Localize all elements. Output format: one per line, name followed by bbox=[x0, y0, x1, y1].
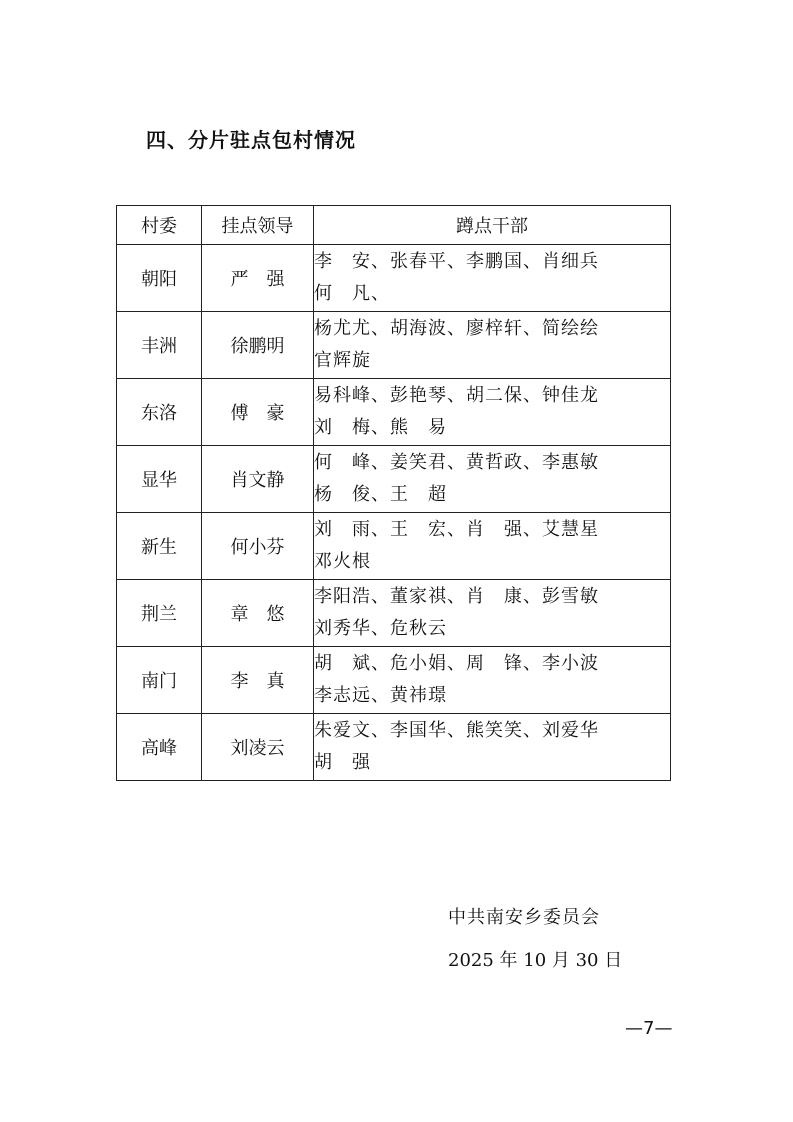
table-row bbox=[117, 379, 671, 446]
staff-line: 李志远、黄祎璟 bbox=[314, 685, 447, 706]
leader-cell: 傅 豪 bbox=[202, 379, 314, 446]
village-cell: 荆兰 bbox=[117, 580, 202, 647]
table-row bbox=[117, 312, 671, 379]
leader-cell: 徐鹏明 bbox=[202, 312, 314, 379]
staff-line: 何 峰、姜笑君、黄哲政、李惠敏 bbox=[314, 452, 599, 473]
staff-line: 刘秀华、危秋云 bbox=[314, 618, 447, 639]
table-row bbox=[117, 580, 671, 647]
staff-cell bbox=[314, 647, 671, 714]
village-cell: 南门 bbox=[117, 647, 202, 714]
leader-cell: 严 强 bbox=[202, 245, 314, 312]
staff-line: 刘 雨、王 宏、肖 强、艾慧星 bbox=[314, 519, 599, 540]
staff-cell bbox=[314, 312, 671, 379]
staff-line: 李 安、张春平、李鹏国、肖细兵 bbox=[314, 251, 599, 272]
leader-cell: 何小芬 bbox=[202, 513, 314, 580]
page-number: —7— bbox=[625, 1018, 673, 1039]
issue-date: 2025 年 10 月 30 日 bbox=[448, 950, 623, 971]
village-cell: 丰洲 bbox=[117, 312, 202, 379]
staff-cell bbox=[314, 513, 671, 580]
village-cell: 新生 bbox=[117, 513, 202, 580]
staff-cell bbox=[314, 714, 671, 781]
staff-cell bbox=[314, 580, 671, 647]
staff-line: 朱爱文、李国华、熊笑笑、刘爱华 bbox=[314, 720, 599, 741]
staff-line: 胡 斌、危小娟、周 锋、李小波 bbox=[314, 653, 599, 674]
leader-cell: 章 悠 bbox=[202, 580, 314, 647]
village-cell: 朝阳 bbox=[117, 245, 202, 312]
staff-line: 何 凡、 bbox=[314, 283, 390, 304]
staff-line: 刘 梅、熊 易 bbox=[314, 417, 447, 438]
leader-cell: 肖文静 bbox=[202, 446, 314, 513]
staff-cell bbox=[314, 446, 671, 513]
table-row bbox=[117, 714, 671, 781]
village-cell: 东洛 bbox=[117, 379, 202, 446]
header-staff: 蹲点干部 bbox=[314, 206, 671, 245]
issuing-organization: 中共南安乡委员会 bbox=[448, 907, 600, 928]
table-row bbox=[117, 513, 671, 580]
table-header-row bbox=[117, 206, 671, 245]
staff-line: 杨尤尤、胡海波、廖梓轩、简绘绘 bbox=[314, 318, 599, 339]
header-leader: 挂点领导 bbox=[202, 206, 314, 245]
table-row bbox=[117, 446, 671, 513]
leader-cell: 李 真 bbox=[202, 647, 314, 714]
village-cell: 显华 bbox=[117, 446, 202, 513]
staff-cell bbox=[314, 379, 671, 446]
staff-line: 邓火根 bbox=[314, 551, 371, 572]
staff-line: 官辉旋 bbox=[314, 350, 371, 371]
table-row bbox=[117, 245, 671, 312]
section-heading: 四、分片驻点包村情况 bbox=[146, 128, 356, 152]
village-cell: 高峰 bbox=[117, 714, 202, 781]
staff-line: 胡 强 bbox=[314, 752, 371, 773]
village-assignment-table bbox=[116, 205, 671, 781]
staff-line: 李阳浩、董家祺、肖 康、彭雪敏 bbox=[314, 586, 599, 607]
staff-line: 杨 俊、王 超 bbox=[314, 484, 447, 505]
header-village: 村委 bbox=[117, 206, 202, 245]
leader-cell: 刘凌云 bbox=[202, 714, 314, 781]
staff-cell bbox=[314, 245, 671, 312]
staff-line: 易科峰、彭艳琴、胡二保、钟佳龙 bbox=[314, 385, 599, 406]
table-row bbox=[117, 647, 671, 714]
